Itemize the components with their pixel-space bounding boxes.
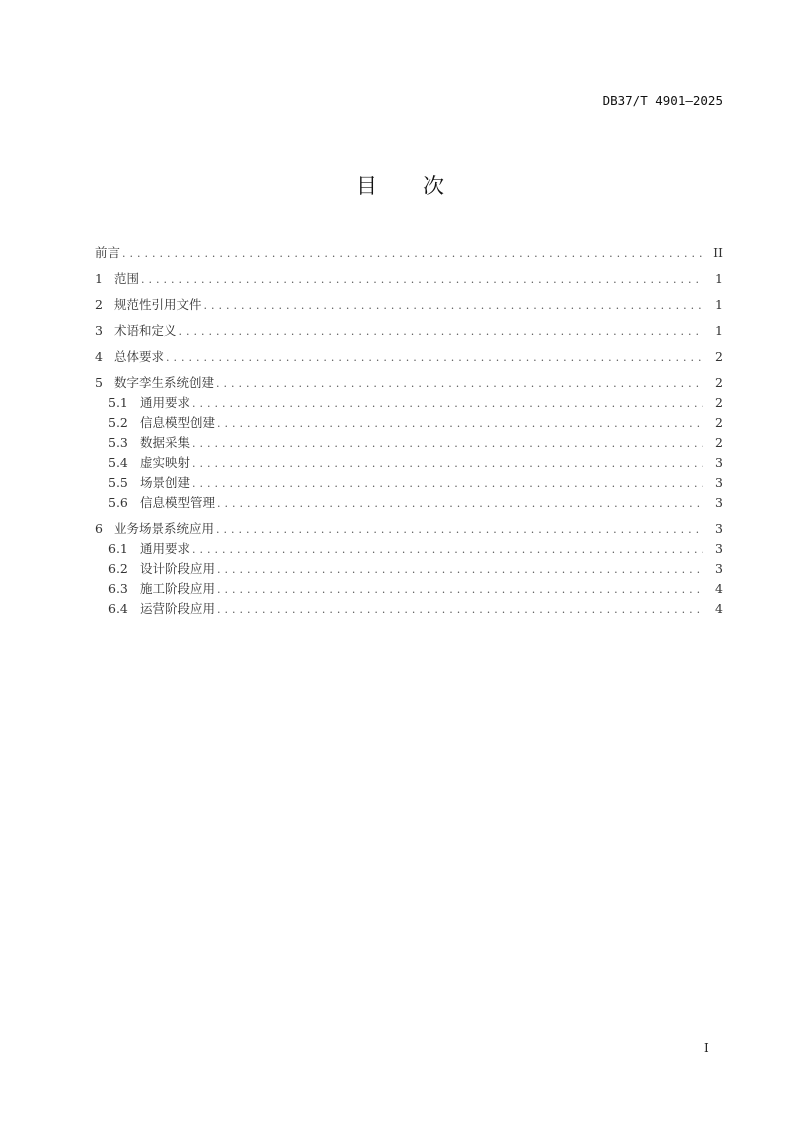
toc-label: 术语和定义	[114, 323, 177, 338]
toc-page: 3	[715, 455, 723, 470]
dot-leader	[204, 296, 703, 316]
toc-subentry[interactable]	[95, 473, 723, 493]
toc-label: 施工阶段应用	[140, 581, 216, 596]
toc-page: II	[713, 245, 723, 260]
toc-subentry[interactable]	[95, 453, 723, 473]
dot-leader	[166, 348, 703, 368]
dot-leader	[192, 454, 703, 474]
toc-subentry[interactable]	[95, 579, 723, 599]
toc-number: 6.2	[108, 561, 128, 576]
dot-leader	[122, 244, 703, 264]
toc-number: 1	[95, 271, 103, 286]
toc-page: 4	[715, 601, 723, 616]
toc-page: 2	[715, 349, 723, 364]
toc-subentry[interactable]	[95, 559, 723, 579]
toc-entry[interactable]	[95, 373, 723, 393]
toc-number: 5.3	[108, 435, 128, 450]
toc-label: 业务场景系统应用	[114, 521, 215, 536]
toc-label: 通用要求	[140, 395, 191, 410]
dot-leader	[216, 520, 703, 540]
toc-label: 数字孪生系统创建	[114, 375, 215, 390]
title-char-1: 目	[356, 174, 377, 198]
toc-label: 虚实映射	[140, 455, 191, 470]
toc-label: 总体要求	[114, 349, 165, 364]
toc-entry[interactable]	[95, 519, 723, 539]
dot-leader	[179, 322, 703, 342]
toc-page: 3	[715, 521, 723, 536]
dot-leader	[141, 270, 703, 290]
toc-entry[interactable]	[95, 321, 723, 341]
dot-leader	[192, 540, 703, 560]
toc-label: 范围	[114, 271, 140, 286]
toc-subentry[interactable]	[95, 433, 723, 453]
toc-number: 5.1	[108, 395, 128, 410]
toc-number: 6.4	[108, 601, 128, 616]
standard-code: DB37/T 4901—2025	[602, 93, 723, 108]
toc-number: 4	[95, 349, 103, 364]
toc-number: 5	[95, 375, 103, 390]
dot-leader	[217, 600, 703, 620]
toc-entry-foreword[interactable]	[95, 243, 723, 263]
dot-leader	[192, 434, 703, 454]
dot-leader	[217, 494, 703, 514]
toc-number: 5.5	[108, 475, 128, 490]
toc-page: 1	[715, 297, 723, 312]
toc-page: 2	[715, 435, 723, 450]
toc-label: 通用要求	[140, 541, 191, 556]
toc-subentry[interactable]	[95, 599, 723, 619]
toc-subentry[interactable]	[95, 539, 723, 559]
toc-subentry[interactable]	[95, 413, 723, 433]
toc-subentry[interactable]	[95, 393, 723, 413]
toc-label: 信息模型创建	[140, 415, 216, 430]
toc-label: 场景创建	[140, 475, 191, 490]
toc-number: 5.2	[108, 415, 128, 430]
footer-page-number: I	[704, 1041, 709, 1055]
toc-number: 5.4	[108, 455, 128, 470]
toc-page: 4	[715, 581, 723, 596]
toc-page: 2	[715, 395, 723, 410]
toc-page: 3	[715, 541, 723, 556]
toc-label: 规范性引用文件	[114, 297, 202, 312]
toc-number: 5.6	[108, 495, 128, 510]
toc-label: 前言	[95, 245, 121, 260]
toc-page: 2	[715, 375, 723, 390]
title-char-2: 次	[423, 174, 444, 198]
toc-entry[interactable]	[95, 269, 723, 289]
dot-leader	[217, 580, 703, 600]
toc-entry[interactable]	[95, 347, 723, 367]
dot-leader	[217, 560, 703, 580]
dot-leader	[192, 394, 703, 414]
toc-label: 设计阶段应用	[140, 561, 216, 576]
toc-number: 6.3	[108, 581, 128, 596]
page-title	[0, 170, 800, 200]
toc-subentry[interactable]	[95, 493, 723, 513]
toc-number: 2	[95, 297, 103, 312]
toc-page: 2	[715, 415, 723, 430]
toc-label: 数据采集	[140, 435, 191, 450]
dot-leader	[216, 374, 703, 394]
toc-number: 6	[95, 521, 103, 536]
toc-number: 6.1	[108, 541, 128, 556]
toc-number: 3	[95, 323, 103, 338]
dot-leader	[192, 474, 703, 494]
toc-entry[interactable]	[95, 295, 723, 315]
toc-label: 运营阶段应用	[140, 601, 216, 616]
dot-leader	[217, 414, 703, 434]
toc-page: 3	[715, 561, 723, 576]
toc-page: 3	[715, 475, 723, 490]
table-of-contents	[95, 243, 723, 619]
toc-page: 1	[715, 271, 723, 286]
toc-label: 信息模型管理	[140, 495, 216, 510]
toc-page: 3	[715, 495, 723, 510]
toc-page: 1	[715, 323, 723, 338]
